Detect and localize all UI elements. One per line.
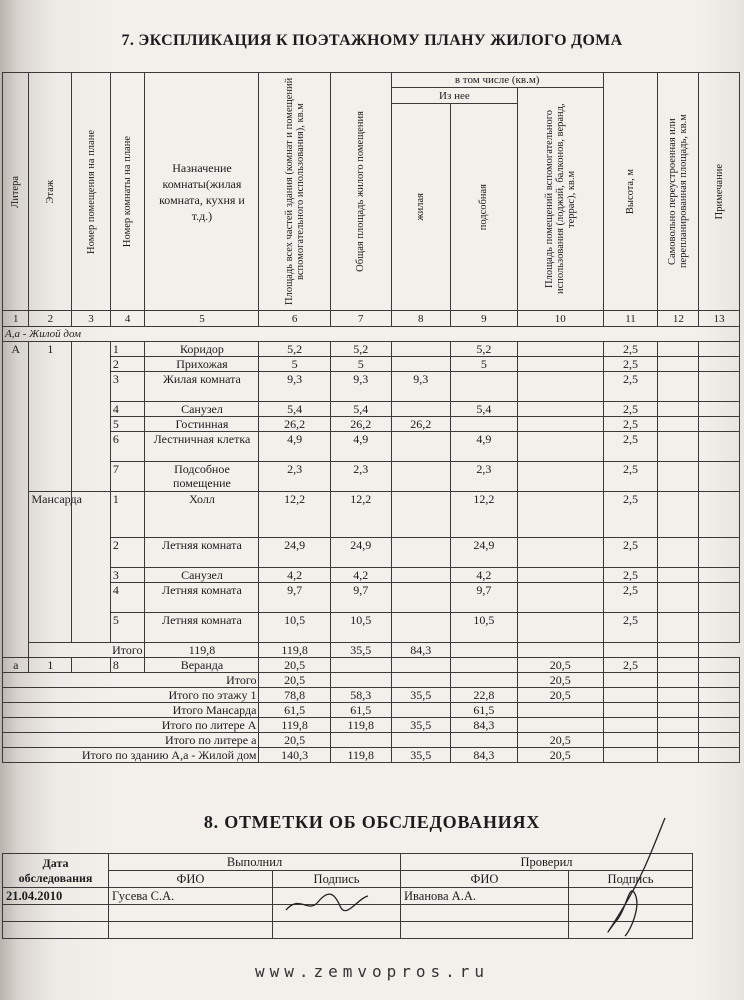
total-value: 20,5 [517, 748, 603, 763]
total-value: 78,8 [259, 688, 330, 703]
total-value: 20,5 [259, 673, 330, 688]
survey-done-fio: Гусева С.А. [109, 888, 273, 905]
value-cell: 5,4 [330, 402, 391, 417]
illegal-cell [658, 342, 699, 357]
value-cell [391, 583, 450, 613]
room-cell: 7 [110, 462, 145, 492]
value-cell: 24,9 [450, 538, 517, 568]
note-cell [699, 372, 740, 402]
total-value [330, 733, 391, 748]
value-cell [391, 462, 450, 492]
value-cell: 10,5 [259, 613, 330, 643]
total-value: 35,5 [330, 643, 391, 658]
table-row [3, 538, 740, 568]
table-row [3, 342, 740, 357]
value-cell: 2,5 [603, 583, 658, 613]
total-value: 84,3 [450, 718, 517, 733]
col-header-aux: Площадь помещений вспомогательного использования (лоджий, балконов, веранд, террас), кв.м [517, 88, 603, 311]
illegal-cell [658, 462, 699, 492]
value-cell: 9,3 [259, 372, 330, 402]
value-cell: 2,5 [603, 658, 658, 673]
survey-sign-2: Подпись [569, 871, 693, 888]
total-row [3, 733, 740, 748]
column-numbers-row: 1 2 3 4 5 6 7 8 9 10 11 12 13 [3, 311, 740, 327]
total-value [517, 703, 603, 718]
room-cell: 5 [110, 417, 145, 432]
total-value: 22,8 [450, 688, 517, 703]
col-header-floor: Этаж [29, 73, 72, 311]
value-cell [391, 342, 450, 357]
purpose-cell: Лестничная клетка [145, 432, 259, 462]
room-num-cell [72, 492, 111, 643]
value-cell [450, 372, 517, 402]
value-cell: 2,5 [603, 342, 658, 357]
total-value [330, 673, 391, 688]
purpose-cell: Жилая комната [145, 372, 259, 402]
value-cell: 2,5 [603, 613, 658, 643]
purpose-cell: Подсобное помещение [145, 462, 259, 492]
total-value: 20,5 [517, 688, 603, 703]
purpose-cell: Прихожая [145, 357, 259, 372]
col-header-utility: подсобная [450, 104, 517, 311]
value-cell: 5,2 [450, 342, 517, 357]
value-cell: 2,3 [450, 462, 517, 492]
total-label: Итого по литере А [3, 718, 259, 733]
total-label: Итого [29, 643, 145, 658]
signature-gouseva [282, 888, 372, 918]
total-value: 119,8 [330, 718, 391, 733]
value-cell [391, 538, 450, 568]
room-cell: 4 [110, 583, 145, 613]
value-cell [517, 372, 603, 402]
total-label: Итого по литере а [3, 733, 259, 748]
value-cell: 24,9 [259, 538, 330, 568]
total-value: 61,5 [450, 703, 517, 718]
value-cell [517, 432, 603, 462]
col-header-note: Примечание [699, 73, 740, 311]
survey-date-label: Дата обследования [3, 854, 109, 888]
value-cell [517, 462, 603, 492]
total-value: 20,5 [517, 733, 603, 748]
purpose-cell: Гостинная [145, 417, 259, 432]
total-value: 119,8 [330, 748, 391, 763]
survey-checked-label: Проверил [401, 854, 693, 871]
liter-cell: А [3, 342, 29, 658]
total-row [3, 643, 740, 658]
table-row [3, 492, 740, 538]
value-cell: 24,9 [330, 538, 391, 568]
total-value: 61,5 [259, 703, 330, 718]
survey-checked-fio: Иванова А.А. [401, 888, 569, 905]
room-cell: 2 [110, 357, 145, 372]
col-header-liter: Литера [3, 73, 29, 311]
purpose-cell: Летняя комната [145, 538, 259, 568]
room-cell: 3 [110, 372, 145, 402]
col-header-purpose: Назначение комнаты(жилая комната, кухня и т.д.) [145, 73, 259, 311]
table-row [3, 432, 740, 462]
total-value: 35,5 [391, 688, 450, 703]
value-cell: 2,5 [603, 402, 658, 417]
table-row [3, 372, 740, 402]
value-cell: 5 [259, 357, 330, 372]
total-value: 61,5 [330, 703, 391, 718]
col-header-illegal: Самовольно переустроенная или перепланированная площадь, кв.м [658, 73, 699, 311]
note-cell [699, 432, 740, 462]
value-cell: 26,2 [391, 417, 450, 432]
value-cell: 12,2 [330, 492, 391, 538]
total-label: Итого по зданию А,а - Жилой дом [3, 748, 259, 763]
value-cell: 20,5 [259, 658, 330, 673]
table-row [3, 462, 740, 492]
purpose-cell: Коридор [145, 342, 259, 357]
value-cell: 26,2 [259, 417, 330, 432]
value-cell: 2,5 [603, 417, 658, 432]
total-label: Итого Мансарда [3, 703, 259, 718]
col-header-room-plan: Номер комнаты на плане [110, 73, 145, 311]
total-value: 140,3 [259, 748, 330, 763]
note-cell [699, 538, 740, 568]
col-header-living-area: Общая площадь жилого помещения [330, 73, 391, 311]
value-cell [391, 492, 450, 538]
total-value: 119,8 [259, 718, 330, 733]
value-cell: 9,3 [330, 372, 391, 402]
total-row [3, 673, 740, 688]
illegal-cell [658, 372, 699, 402]
value-cell: 20,5 [517, 658, 603, 673]
total-value [391, 703, 450, 718]
value-cell [391, 402, 450, 417]
value-cell [517, 492, 603, 538]
value-cell: 26,2 [330, 417, 391, 432]
value-cell: 5 [330, 357, 391, 372]
illegal-cell [658, 402, 699, 417]
total-value [517, 718, 603, 733]
illegal-cell [658, 568, 699, 583]
note-cell [699, 357, 740, 372]
col-header-including: в том числе (кв.м) [391, 73, 603, 88]
note-cell [699, 492, 740, 538]
value-cell: 5,4 [450, 402, 517, 417]
total-value [450, 643, 517, 658]
illegal-cell [658, 432, 699, 462]
value-cell: 2,5 [603, 568, 658, 583]
table-row [3, 417, 740, 432]
purpose-cell: Санузел [145, 568, 259, 583]
total-value: 58,3 [330, 688, 391, 703]
total-row [3, 718, 740, 733]
footer-url: www.zemvopros.ru [254, 962, 490, 981]
illegal-cell [658, 583, 699, 613]
room-cell: 3 [110, 568, 145, 583]
value-cell [391, 357, 450, 372]
value-cell: 5,4 [259, 402, 330, 417]
value-cell: 2,5 [603, 357, 658, 372]
value-cell: 9,3 [391, 372, 450, 402]
total-value: 119,8 [145, 643, 259, 658]
value-cell [450, 658, 517, 673]
value-cell: 2,3 [330, 462, 391, 492]
survey-title: 8. ОТМЕТКИ ОБ ОБСЛЕДОВАНИЯХ [203, 812, 541, 832]
floor-cell: Мансарда [29, 492, 72, 643]
value-cell [330, 658, 391, 673]
total-value [391, 733, 450, 748]
survey-done-label: Выполнил [109, 854, 401, 871]
value-cell [391, 432, 450, 462]
note-cell [699, 462, 740, 492]
value-cell: 9,7 [450, 583, 517, 613]
explication-title: 7. ЭКСПЛИКАЦИЯ К ПОЭТАЖНОМУ ПЛАНУ ЖИЛОГО ДОМА [121, 32, 623, 49]
total-value [391, 673, 450, 688]
value-cell: 2,5 [603, 492, 658, 538]
room-cell: 1 [110, 342, 145, 357]
value-cell [517, 583, 603, 613]
value-cell: 2,5 [603, 432, 658, 462]
purpose-cell: Санузел [145, 402, 259, 417]
value-cell: 10,5 [330, 613, 391, 643]
col-header-residential: жилая [391, 104, 450, 311]
col-header-room-num: Номер помещения на плане [72, 73, 111, 311]
value-cell: 10,5 [450, 613, 517, 643]
note-cell [699, 402, 740, 417]
room-cell: 1 [110, 492, 145, 538]
room-num-cell [72, 342, 111, 492]
value-cell: 5,2 [330, 342, 391, 357]
survey-sign-1: Подпись [273, 871, 401, 888]
illegal-cell [658, 492, 699, 538]
table-row [3, 568, 740, 583]
purpose-cell: Летняя комната [145, 613, 259, 643]
section-label-row: А,а - Жилой дом [3, 327, 740, 342]
purpose-cell: Веранда [145, 658, 259, 673]
total-value: 35,5 [391, 748, 450, 763]
illegal-cell [658, 538, 699, 568]
illegal-cell [658, 357, 699, 372]
explication-table [2, 72, 740, 763]
value-cell: 4,2 [330, 568, 391, 583]
table-row [3, 357, 740, 372]
floor-cell: 1 [29, 342, 72, 492]
value-cell: 4,2 [259, 568, 330, 583]
room-cell: 6 [110, 432, 145, 462]
table-row: а 1 8 Веранда 20,5 20,5 2,5 [3, 658, 740, 673]
value-cell: 12,2 [450, 492, 517, 538]
total-value: 119,8 [259, 643, 330, 658]
value-cell [450, 417, 517, 432]
value-cell: 4,2 [450, 568, 517, 583]
col-header-total-area: Площадь всех частей здания (комнат и помещений вспомогательного использования), кв.м [259, 73, 330, 311]
value-cell: 5 [450, 357, 517, 372]
note-cell [699, 568, 740, 583]
value-cell [391, 613, 450, 643]
value-cell [391, 568, 450, 583]
room-cell: 2 [110, 538, 145, 568]
value-cell [517, 402, 603, 417]
value-cell [517, 613, 603, 643]
total-row [3, 703, 740, 718]
total-value [450, 673, 517, 688]
table-row [3, 583, 740, 613]
note-cell [699, 583, 740, 613]
value-cell [517, 538, 603, 568]
value-cell: 4,9 [450, 432, 517, 462]
value-cell: 4,9 [259, 432, 330, 462]
illegal-cell [658, 417, 699, 432]
signature-ivanova [595, 812, 685, 942]
col-header-of-them: Из нее [391, 88, 517, 104]
value-cell: 2,5 [603, 538, 658, 568]
value-cell: 9,7 [330, 583, 391, 613]
survey-date-value: 21.04.2010 [3, 888, 109, 905]
value-cell [517, 568, 603, 583]
note-cell [699, 417, 740, 432]
value-cell: 9,7 [259, 583, 330, 613]
total-value [450, 733, 517, 748]
value-cell [517, 342, 603, 357]
note-cell [699, 613, 740, 643]
col-header-height: Высота, м [603, 73, 658, 311]
value-cell [517, 357, 603, 372]
note-cell [699, 342, 740, 357]
value-cell: 4,9 [330, 432, 391, 462]
total-row [3, 688, 740, 703]
purpose-cell: Холл [145, 492, 259, 538]
survey-fio-2: ФИО [401, 871, 569, 888]
total-label: Итого [3, 673, 259, 688]
value-cell: 2,5 [603, 372, 658, 402]
total-value: 84,3 [391, 643, 450, 658]
purpose-cell: Летняя комната [145, 583, 259, 613]
total-row [3, 748, 740, 763]
table-row [3, 613, 740, 643]
table-row [3, 402, 740, 417]
room-cell: 5 [110, 613, 145, 643]
total-value: 84,3 [450, 748, 517, 763]
value-cell: 2,3 [259, 462, 330, 492]
total-label: Итого по этажу 1 [3, 688, 259, 703]
total-value: 20,5 [259, 733, 330, 748]
value-cell: 2,5 [603, 462, 658, 492]
value-cell [517, 417, 603, 432]
survey-fio-1: ФИО [109, 871, 273, 888]
room-cell: 4 [110, 402, 145, 417]
value-cell: 12,2 [259, 492, 330, 538]
total-value: 20,5 [517, 673, 603, 688]
value-cell: 5,2 [259, 342, 330, 357]
illegal-cell [658, 613, 699, 643]
value-cell [391, 658, 450, 673]
total-value: 35,5 [391, 718, 450, 733]
